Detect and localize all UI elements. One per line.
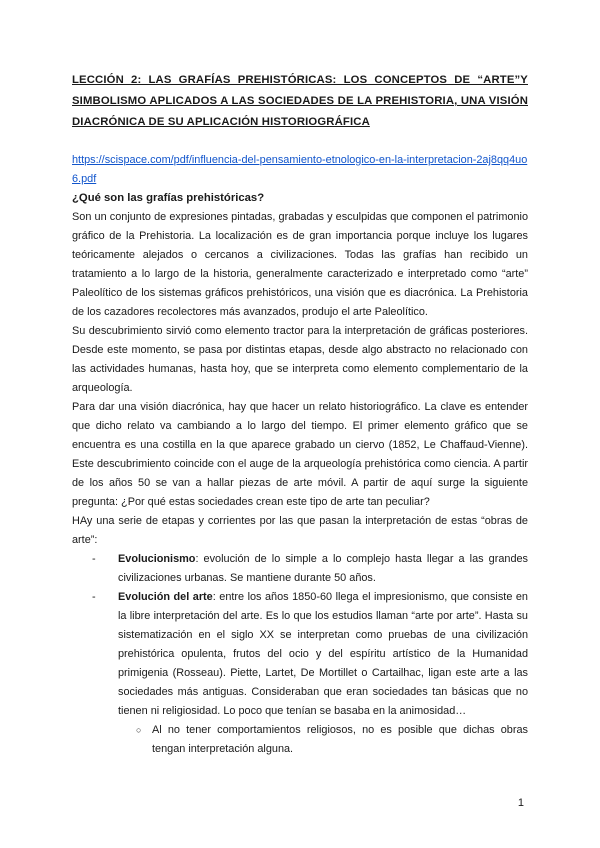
- sub-list: [118, 721, 528, 759]
- stages-list: [72, 550, 528, 759]
- title-line: SIMBOLISMO APLICADOS A LAS SOCIEDADES DE LA PREHISTORIA, UNA VISIÓN: [72, 95, 528, 107]
- sub-list-item: ○ Al no tener comportamientos religiosos, no es posible que dichas obras tengan interpretación alguna.: [136, 721, 528, 759]
- list-item-term: Evolucionismo: [118, 553, 196, 565]
- list-item-text: : entre los años 1850-60 llega el impresionismo, que consiste en la libre interpretación del arte. Es lo que los estudios llaman “arte por arte”. Hasta su sistematización en el siglo XX se interpretan como pruebas de una civilización prehistórica opulenta, frutos del ocio y del espíritu artístico de la Humanidad primigenia (Rosseau). Piette, Lartet, De Mortillet o Cartailhac, ligan este arte a las sociedades más antiguas. Consideraban que eran sociedades tan básicas que no tienen ni religiosidad. Lo poco que tenían se basaba en la animosidad…: [118, 591, 528, 717]
- title-line: DIACRÓNICA DE SU APLICACIÓN HISTORIOGRÁFICA: [72, 116, 370, 128]
- list-item-term: Evolución del arte: [118, 591, 213, 603]
- list-item: [92, 550, 528, 588]
- paragraph: Para dar una visión diacrónica, hay que hacer un relato historiográfico. La clave es entender que dicho relato va cambiando a lo largo del tiempo. El primer elemento gráfico que se encuentra es una costilla en la que aparece grabado un ciervo (1852, Le Chaffaud-Vienne). Este descubrimiento coincide con el auge de la arqueología prehistórica como ciencia. A partir de los años 50 se van a hallar piezas de arte móvil. A partir de aquí surge la siguiente pregunta: ¿Por qué estas sociedades crean este tipo de arte tan peculiar?: [72, 401, 528, 508]
- source-link[interactable]: https://scispace.com/pdf/influencia-del-pensamiento-etnologico-en-la-interpretacion-2aj8qq4uo6.pdf: [72, 154, 528, 185]
- title-line: LECCIÓN 2: LAS GRAFÍAS PREHISTÓRICAS: LOS CONCEPTOS DE “ARTE”Y: [72, 74, 528, 86]
- page-number: 1: [517, 797, 524, 809]
- paragraph: Su descubrimiento sirvió como elemento tractor para la interpretación de gráficas posteriores. Desde este momento, se pasa por distintas etapas, desde algo abstracto no relacionado con las actividades humanas, hasta hoy, que se interpreta como elemento complementario de la arqueología.: [72, 325, 528, 394]
- document-title: [72, 70, 528, 133]
- list-item: [92, 588, 528, 759]
- section-heading: ¿Qué son las grafías prehistóricas?: [72, 192, 265, 204]
- paragraph: HAy una serie de etapas y corrientes por las que pasan la interpretación de estas “obras de arte”:: [72, 515, 528, 546]
- paragraph: Son un conjunto de expresiones pintadas, grabadas y esculpidas que componen el patrimonio gráfico de la Prehistoria. La localización es de gran importancia porque incluye los lugares teóricamente alejados o cercanos a civilizaciones. Todas las grafías han recibido un tratamiento a lo largo de la historia, generalmente caracterizado e interpretado como “arte” Paleolítico de los sistemas gráficos prehistóricos, una visión que es diacrónica. La Prehistoria de los cazadores recolectores más avanzados, produjo el arte Paleolítico.: [72, 211, 528, 318]
- document-page: [72, 70, 528, 759]
- list-item-text: : evolución de lo simple a lo complejo hasta llegar a las grandes civilizaciones urbanas. Se mantiene durante 50 años.: [118, 553, 528, 584]
